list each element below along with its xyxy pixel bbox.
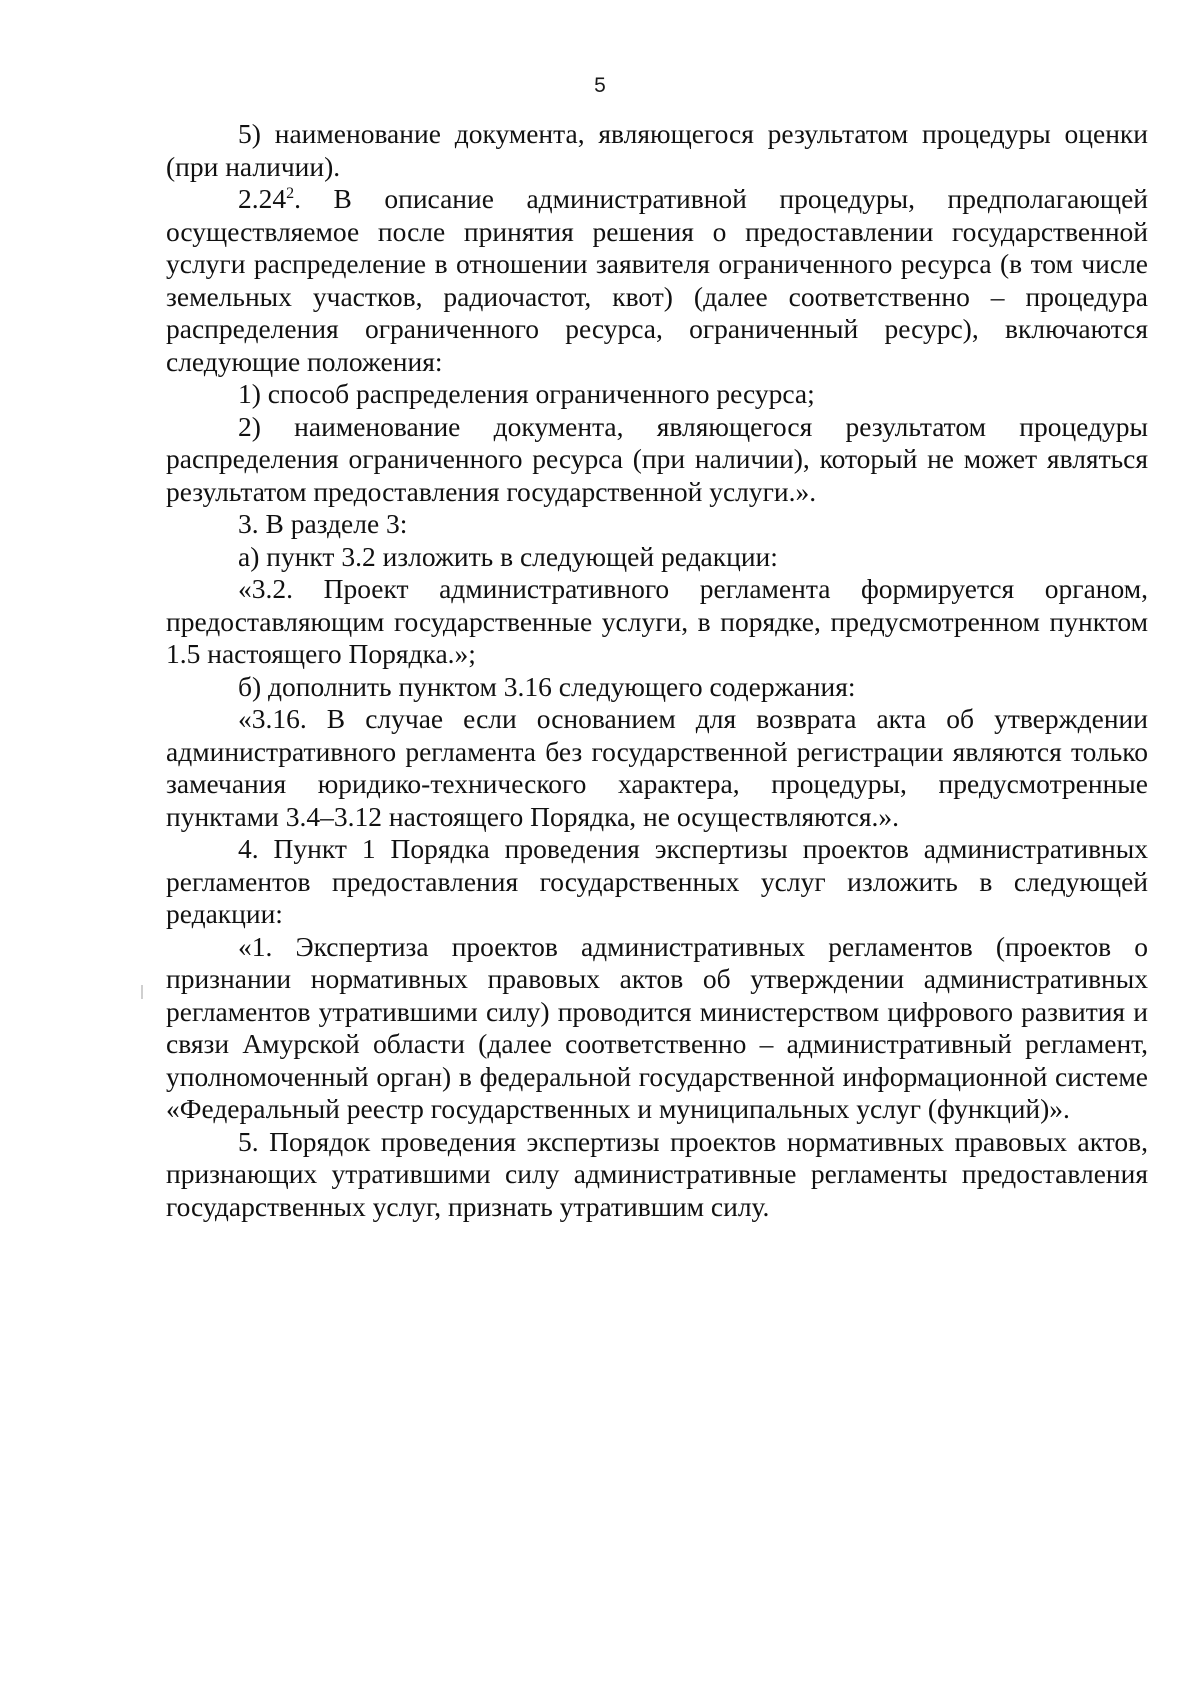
clause-superscript: 2 (286, 184, 295, 202)
paragraph-2-24-2 (166, 183, 1148, 378)
paragraph-section-4: 4. Пункт 1 Порядка проведения экспертизы проектов административных регламентов предоставления государственных услуг изложить в следующей редакции: (166, 833, 1148, 929)
paragraph-item-a: а) пункт 3.2 изложить в следующей редакции: (238, 540, 778, 572)
clause-text: . В описание административной процедуры, предполагающей осуществляемое после принятия решения о предоставлении государственной услуги распределение в отношении заявителя ограниченного ресурса (в том числе земельных участков, радиочастот, квот) (далее соответственно – процедура распределения ограниченного ресурса, ограниченный ресурс), включаются следующие положения: (166, 183, 1148, 377)
paragraph-list-item-2: 2) наименование документа, являющегося результатом процедуры распределения ограниченного ресурса (при наличии), который не может являться результатом предоставления государственной услуги.». (166, 410, 1148, 507)
paragraph-expertise-1: «1. Экспертиза проектов административных регламентов (проектов о признании нормативных правовых актов об утверждении административных регламентов утратившими силу) проводится министерством цифрового развития и связи Амурской области (далее соответственно – административный регламент, уполномоченный орган) в федеральной государственной информационной системе «Федеральный реестр государственных и муниципальных услуг (функций)». (166, 930, 1148, 1124)
paragraph-item-5: 5) наименование документа, являющегося результатом процедуры оценки (при наличии). (166, 118, 1148, 182)
page-number: 5 (594, 74, 606, 97)
scan-artifact (141, 985, 143, 999)
paragraph-section-5: 5. Порядок проведения экспертизы проектов нормативных правовых актов, признающих утратившими силу административные регламенты предоставления государственных услуг, признать утратившим силу. (166, 1125, 1148, 1222)
paragraph-item-b: б) дополнить пунктом 3.16 следующего содержания: (238, 670, 856, 702)
paragraph-list-item-1: 1) способ распределения ограниченного ресурса; (238, 378, 815, 409)
paragraph-3-16: «3.16. В случае если основанием для возврата акта об утверждении административного регламента без государственной регистрации являются только замечания юридико-технического характера, процедуры, предусмотренные пунктами 3.4–3.12 настоящего Порядка, не осуществляются.». (166, 703, 1148, 832)
paragraph-section-3: 3. В разделе 3: (238, 508, 408, 539)
document-body (166, 118, 1148, 1223)
paragraph-3-2: «3.2. Проект административного регламента формируется органом, предоставляющим государственные услуги, в порядке, предусмотренном пунктом 1.5 настоящего Порядка.»; (166, 573, 1148, 669)
clause-number: 2.24 (238, 183, 287, 214)
